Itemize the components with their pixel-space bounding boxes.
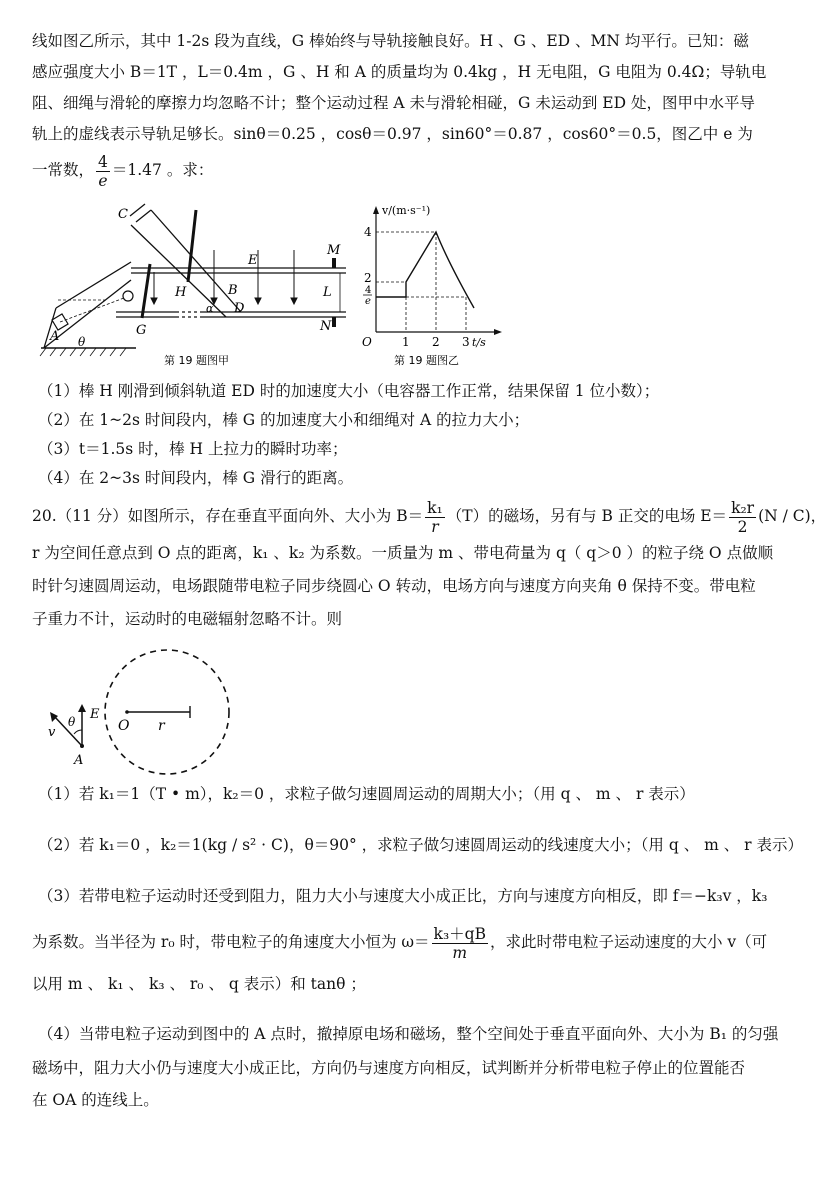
label-e-field: E bbox=[90, 707, 100, 722]
label-a: A bbox=[50, 329, 60, 344]
rod-h bbox=[188, 210, 196, 282]
rod-m bbox=[332, 258, 336, 268]
p19-line-5 bbox=[32, 150, 772, 190]
fraction-den: e bbox=[98, 171, 108, 190]
label-point-a: A bbox=[74, 753, 84, 768]
pulley bbox=[123, 291, 133, 301]
figure-19-a bbox=[36, 200, 356, 370]
fraction-den: r bbox=[431, 517, 439, 536]
figure-19-b bbox=[356, 200, 506, 370]
p20-question-3-line-3: 以用 m 、 k₁ 、 k₃ 、 r₀ 、 q 表示）和 tanθ ； bbox=[32, 975, 366, 993]
p19-question-1: （1）棒 H 刚滑到倾斜轨道 ED 时的加速度大小（电容器工作正常，结果保留 1 位小数）； bbox=[38, 382, 660, 400]
label-c: C bbox=[118, 207, 128, 222]
label-g: G bbox=[136, 323, 147, 338]
x-axis-arrow bbox=[494, 329, 502, 335]
p20-question-2: （2）若 k₁＝0 ，k₂＝1(kg / s² · C)，θ＝90° ，求粒子做匀速圆周运动的线速度大小；（用 q 、 m 、 r 表示） bbox=[38, 836, 804, 854]
label-theta: θ bbox=[78, 335, 86, 349]
p20-line-2: r 为空间任意点到 O 点的距离，k₁ 、k₂ 为系数。一质量为 m 、带电荷量为 q（ q＞0 ）的粒子绕 O 点做顺 bbox=[32, 544, 774, 562]
e-arrowhead bbox=[78, 704, 86, 712]
p19-line-5-a: 一常数， bbox=[32, 161, 95, 179]
p20-question-1: （1）若 k₁＝1（T • m），k₂＝0 ，求粒子做匀速圆周运动的周期大小；（用 q 、 m 、 r 表示） bbox=[38, 785, 695, 803]
fraction-den: m bbox=[452, 943, 468, 962]
label-theta-angle: θ bbox=[68, 715, 76, 729]
p19-line-4: 轨上的虚线表示导轨足够长。sinθ＝0.25 ，cosθ＝0.97 ，sin60°＝0.87 ，cos60°＝0.5，图乙中 e 为 bbox=[32, 125, 753, 143]
v-arrowhead bbox=[50, 712, 58, 722]
p19-question-4: （4）在 2~3s 时间段内，棒 G 滑行的距离。 bbox=[38, 469, 354, 487]
graph-guides bbox=[376, 232, 466, 332]
capacitor-plate-2 bbox=[130, 204, 145, 216]
label-d: D bbox=[234, 301, 245, 316]
p20-question-3-line-1: （3）若带电粒子运动时还受到阻力，阻力大小与速度大小成正比，方向与速度方向相反，即 f＝−k₃v ，k₃ bbox=[38, 887, 768, 905]
problem-19-intro bbox=[32, 26, 772, 190]
p20-question-4-line-2: 磁场中，阻力大小仍与速度大小成正比，方向仍与速度方向相反，试判断并分析带电粒子停止的位置能否 bbox=[32, 1059, 746, 1077]
p20-question-4-line-3: 在 OA 的连线上。 bbox=[32, 1091, 159, 1109]
ytick-2: 2 bbox=[364, 271, 372, 285]
rod-n bbox=[332, 317, 336, 327]
caption-fig-b: 第 19 题图乙 bbox=[394, 354, 459, 367]
graph-xlabel: t/s bbox=[472, 336, 486, 349]
label-r: r bbox=[158, 718, 165, 734]
p19-line-5-b: ＝1.47 。求： bbox=[111, 161, 214, 179]
ytick-4e-den: e bbox=[365, 296, 371, 307]
p19-question-2: （2）在 1~2s 时间段内，棒 G 的加速度大小和细绳对 A 的拉力大小； bbox=[38, 411, 530, 429]
p20-line-1-c: (N / C)， bbox=[758, 507, 826, 525]
p20-line-1-a: 20.（11 分）如图所示，存在垂直平面向外、大小为 B＝ bbox=[32, 507, 424, 525]
field-arrows bbox=[151, 250, 297, 304]
label-h: H bbox=[175, 285, 187, 300]
p19-line-2: 感应强度大小 B＝1T ，L＝0.4m ，G 、H 和 A 的质量均为 0.4kg ，H 无电阻，G 电阻为 0.4Ω；导轨电 bbox=[32, 63, 767, 81]
p19-line-3: 阻、细绳与滑轮的摩擦力均忽略不计；整个运动过程 A 未与滑轮相碰，G 未运动到 ED 处，图甲中水平导 bbox=[32, 94, 755, 112]
problem-20-intro bbox=[32, 496, 826, 635]
theta-arc bbox=[74, 730, 82, 734]
y-axis-arrow bbox=[373, 206, 379, 214]
p20-question-3-line-2 bbox=[32, 920, 767, 964]
fraction-k1-over-r bbox=[425, 499, 445, 536]
label-m: M bbox=[327, 243, 341, 258]
rod-g bbox=[142, 264, 150, 318]
fraction-den: 2 bbox=[737, 517, 748, 536]
fraction-num: k₃＋qB bbox=[433, 924, 486, 943]
incline-upper bbox=[56, 262, 131, 308]
p20-line-1 bbox=[32, 496, 826, 536]
graph-ylabel: v/(m·s⁻¹) bbox=[382, 204, 431, 217]
p19-question-3: （3）t＝1.5s 时，棒 H 上拉力的瞬时功率； bbox=[38, 440, 348, 458]
xtick-2: 2 bbox=[432, 335, 440, 349]
fraction-k2r-over-2 bbox=[729, 499, 756, 536]
fraction-4-over-e bbox=[96, 153, 110, 190]
ytick-4e-num: 4 bbox=[365, 285, 372, 296]
p20-line-1-b: （T）的磁场，另有与 B 正交的电场 E＝ bbox=[446, 507, 728, 525]
label-l: L bbox=[323, 285, 332, 300]
ground-hatch bbox=[40, 348, 126, 356]
figure-20 bbox=[40, 640, 250, 770]
label-e: E bbox=[248, 253, 258, 268]
capacitor-plate bbox=[136, 210, 151, 222]
graph-origin: O bbox=[362, 335, 372, 349]
label-b: B bbox=[228, 283, 238, 298]
p20-question-4-line-1: （4）当带电粒子运动到图中的 A 点时，撤掉原电场和磁场，整个空间处于垂直平面向外、大小为 B₁ 的匀强 bbox=[38, 1025, 779, 1043]
label-alpha: α bbox=[206, 302, 214, 315]
fraction-num: k₂r bbox=[731, 498, 755, 517]
p20-line-4: 子重力不计，运动时的电磁辐射忽略不计。则 bbox=[32, 610, 343, 628]
xtick-3: 3 bbox=[462, 335, 470, 349]
graph-curve bbox=[376, 232, 474, 308]
ytick-4: 4 bbox=[364, 225, 372, 239]
label-v: v bbox=[48, 725, 56, 740]
fraction-num: 4 bbox=[98, 152, 108, 171]
fraction-omega bbox=[432, 925, 488, 962]
fraction-num: k₁ bbox=[427, 498, 443, 517]
p20-q3-a: 为系数。当半径为 r₀ 时，带电粒子的角速度大小恒为 ω＝ bbox=[32, 933, 430, 951]
p20-q3-b: ，求此时带电粒子运动速度的大小 v（可 bbox=[489, 933, 768, 951]
p19-line-1: 线如图乙所示，其中 1-2s 段为直线，G 棒始终与导轨接触良好。H 、G 、ED 、MN 均平行。已知：磁 bbox=[32, 32, 749, 50]
p20-line-3: 时针匀速圆周运动，电场跟随带电粒子同步绕圆心 O 转动，电场方向与速度方向夹角 θ 保持不变。带电粒 bbox=[32, 577, 756, 595]
caption-fig-a: 第 19 题图甲 bbox=[164, 354, 229, 367]
label-o: O bbox=[118, 718, 130, 734]
label-n: N bbox=[320, 319, 332, 334]
xtick-1: 1 bbox=[402, 335, 410, 349]
